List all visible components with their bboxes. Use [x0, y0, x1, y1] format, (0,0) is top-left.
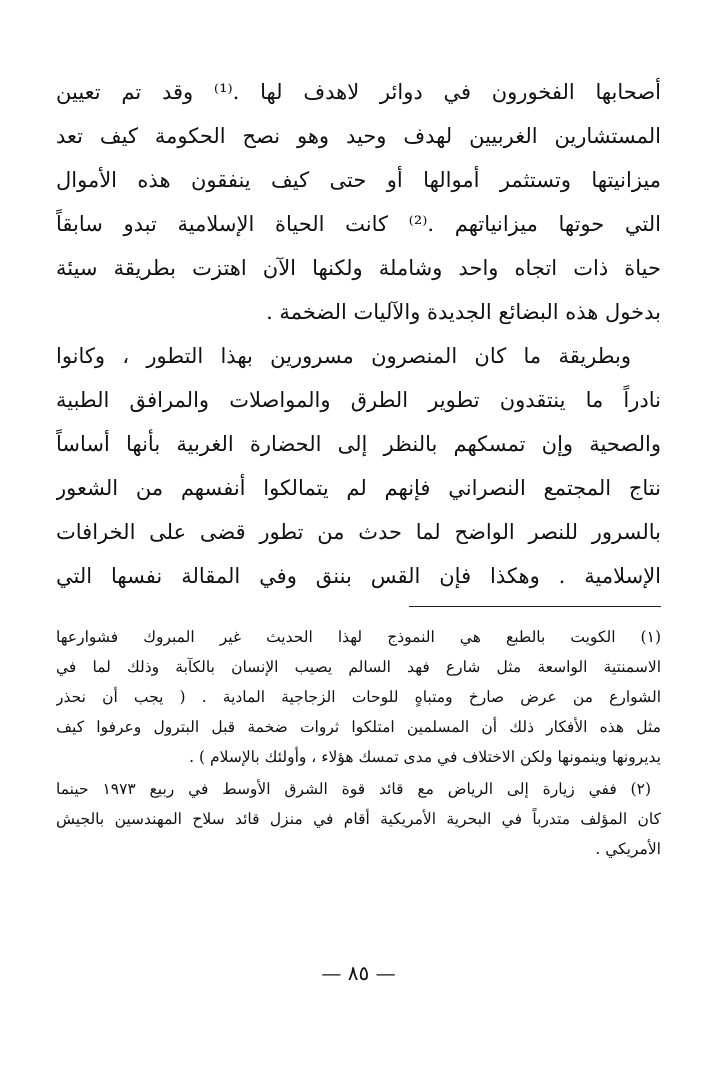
- body-line-3: ميزانيتها وتستثمر أموالها أو حتى كيف ينفقون هذه الأموال: [56, 168, 661, 192]
- footnote-line-1: (١) الكويت بالطبع هي النموذج لهذا الحديث غير المبروك فشوارعها: [56, 628, 661, 646]
- body-line-10: نتاج المجتمع النصراني فإنهم لم يتمالكوا أنفسهم من الشعور: [56, 476, 661, 500]
- footnote-line-5: يديرونها وينمونها ولكن الاختلاف في مدى تمسك هؤلاء ، وأولئك بالإسلام ) .: [189, 748, 661, 766]
- page-number: — ٨٥ —: [321, 961, 396, 985]
- footnote-line-7: كان المؤلف متدرباً في البحرية الأمريكية أقام في منزل قائد سلاح المهندسين بالجيش: [56, 810, 661, 828]
- body-line-9: والصحية وإن تمسكهم بالنظر إلى الحضارة الغربية بأنها أساساً: [56, 432, 661, 456]
- book-page: [56, 0, 661, 1076]
- body-line-4: التي حوتها ميزانياتهم .⁽²⁾ كانت الحياة الإسلامية تبدو سابقاً: [56, 212, 661, 236]
- footnote-line-2: الاسمنتية الواسعة مثل شارع فهد السالم يصيب الإنسان بالكآبة وذلك لما في: [56, 658, 661, 676]
- footnote-line-4: مثل هذه الأفكار ذلك أن المسلمين امتلكوا ثروات ضخمة قبل البترول وعرفوا كيف: [56, 718, 661, 736]
- footnote-line-8: الأمريكي .: [595, 840, 661, 858]
- body-line-1: أصحابها الفخورون في دوائر لاهدف لها .⁽¹⁾ وقد تم تعيين: [56, 80, 661, 104]
- body-line-8: نادراً ما ينتقدون تطوير الطرق والمواصلات والمرافق الطبية: [56, 388, 661, 412]
- body-line-6: بدخول هذه البضائع الجديدة والآليات الضخمة .: [266, 300, 661, 324]
- footnote-separator: [409, 606, 661, 607]
- footnote-line-6: (٢) ففي زيارة إلى الرياض مع قائد قوة الشرق الأوسط في ربيع ١٩٧٣ حينما: [56, 780, 651, 798]
- body-line-5: حياة ذات اتجاه واحد وشاملة ولكنها الآن اهتزت بطريقة سيئة: [56, 256, 661, 280]
- body-line-11: بالسرور للنصر الواضح لما حدث من تطور قضى على الخرافات: [56, 520, 661, 544]
- footnote-line-3: الشوارع من عرض صارخ ومتباهٍ للوحات الزجاجية المادية . ( يجب أن نحذر: [56, 688, 661, 706]
- body-line-12: الإسلامية . وهكذا فإن القس بننق وفي المقالة نفسها التي: [56, 564, 661, 588]
- body-line-2: المستشارين الغربيين لهدف وحيد وهو نصح الحكومة كيف تعد: [56, 124, 661, 148]
- body-line-7: وبطريقة ما كان المنصرون مسرورين بهذا التطور ، وكانوا: [56, 344, 631, 368]
